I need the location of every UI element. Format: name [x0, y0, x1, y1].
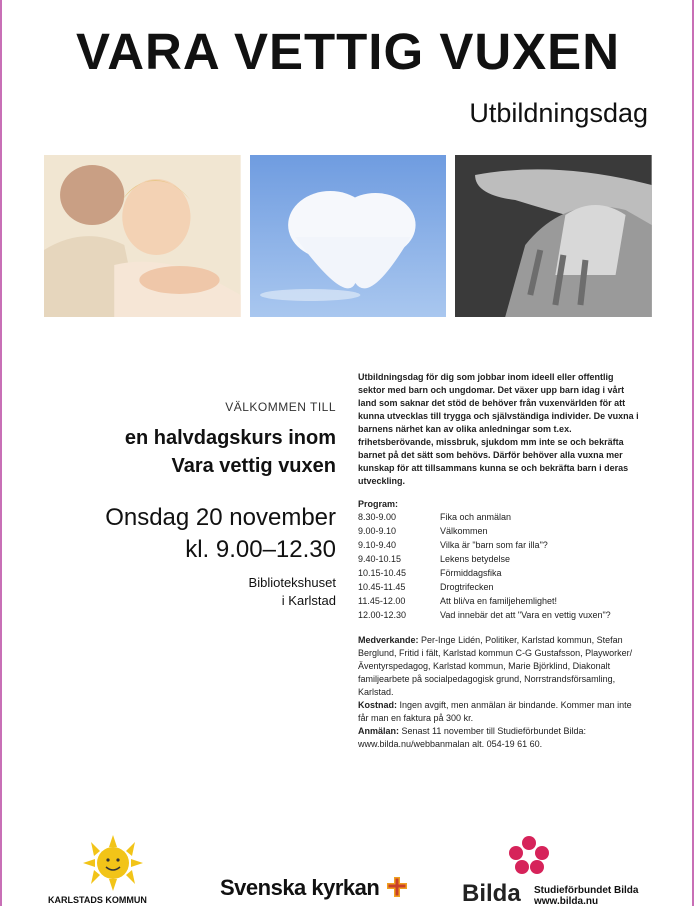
welcome-label: VÄLKOMMEN TILL [225, 400, 336, 414]
program-item: Vilka är "barn som far illa"? [440, 540, 548, 550]
karlstad-kommun-logo [40, 835, 190, 906]
bilda-flower-icon [504, 835, 554, 877]
program-time: 12.00-12.30 [358, 610, 407, 620]
program-item: Fika och anmälan [440, 512, 512, 522]
participants-label: Medverkande: [358, 635, 419, 645]
photo-father-child [44, 155, 241, 317]
program-item: Vad innebär det att "Vara en vettig vuxen"? [440, 610, 611, 620]
photo-heart-cloud [250, 155, 447, 317]
page-subtitle: Utbildningsdag [469, 98, 648, 128]
program-item: Förmiddagsfika [440, 568, 502, 578]
program-item: Välkommen [440, 526, 488, 536]
photo-hands [455, 155, 652, 317]
cost [358, 699, 642, 725]
program-time: 9.40-10.15 [358, 554, 402, 564]
program-heading: Program: [358, 499, 399, 509]
event-time: kl. 9.00–12.30 [185, 536, 336, 563]
cross-icon [387, 877, 407, 897]
event-details [358, 371, 642, 751]
cost-text: Ingen avgift, men anmälan är bindande. Kommer man inte får man en faktura på 300 kr. [358, 700, 632, 723]
cost-label: Kostnad: [358, 700, 397, 710]
registration-label: Anmälan: [358, 726, 400, 736]
program-list [358, 511, 642, 622]
program-time: 9.00-9.10 [358, 526, 397, 536]
event-venue: Bibliotekshuset [248, 575, 336, 590]
bilda-logo [462, 855, 662, 906]
logo-bar [0, 835, 696, 906]
program-time: 9.10-9.40 [358, 540, 397, 550]
program-item: Lekens betydelse [440, 554, 511, 564]
bilda-tagline [534, 885, 638, 907]
bilda-name: Bilda [462, 880, 521, 907]
page-title: VARA VETTIG VUXEN [75, 23, 621, 80]
kommun-name: KARLSTADS KOMMUN [48, 895, 147, 905]
program-time: 10.15-10.45 [358, 568, 407, 578]
registration [358, 725, 642, 751]
course-line-1: en halvdagskurs inom [124, 427, 336, 449]
course-line-2: Vara vettig vuxen [171, 455, 336, 477]
program-item: Att bli/va en familjehemlighet! [440, 596, 558, 606]
participants-text: Per-Inge Lidén, Politiker, Karlstad kommun, Stefan Berglund, Fritid i fält, Karlstad kommun C-G Gustafsson, Playworker/Äventyrspedagog, Karlstad kommun, Marie Björklind, Diakonalt familjearbete på socialpedagogisk grund, Norrstrandsförsamling, Karlstad. [358, 635, 633, 697]
bilda-url: www.bilda.nu [534, 896, 599, 907]
program-time: 10.45-11.45 [358, 582, 406, 592]
svenska-kyrkan-logo [220, 875, 407, 901]
kyrkan-name: Svenska kyrkan [220, 875, 380, 900]
participants [358, 634, 642, 699]
program-item: Drogtrifecken [440, 582, 494, 592]
intro-text: Utbildningsdag för dig som jobbar inom ideell eller offentlig sektor med barn och ungdomar. Det växer upp barn idag i vårt land som saknar det stöd de behöver från vuxenvärlden för att kunna utvecklas till trygga och självständiga individer. De vuxna i barnens närhet kan av olika anledningar som t.ex. frihetsberövande, missbruk, sjukdom mm inte se och bekräfta barnet på det sätt som behövs. Därför behöver alla vuxna mer kunskap för att tillsammans kunna se och bekräfta barn i deras utveckling. [358, 372, 639, 486]
registration-text: Senast 11 november till Studieförbundet Bilda: www.bilda.nu/webbanmalan alt. 054-19 61 60. [358, 726, 586, 749]
program-time: 11.45-12.00 [358, 596, 406, 606]
program-time: 8.30-9.00 [358, 512, 397, 522]
sun-icon [78, 835, 148, 893]
bilda-line-1: Studieförbundet Bilda [534, 885, 639, 896]
event-summary [60, 400, 336, 610]
photo-strip [44, 155, 652, 317]
event-city: i Karlstad [281, 593, 336, 608]
event-date: Onsdag 20 november [105, 504, 336, 531]
